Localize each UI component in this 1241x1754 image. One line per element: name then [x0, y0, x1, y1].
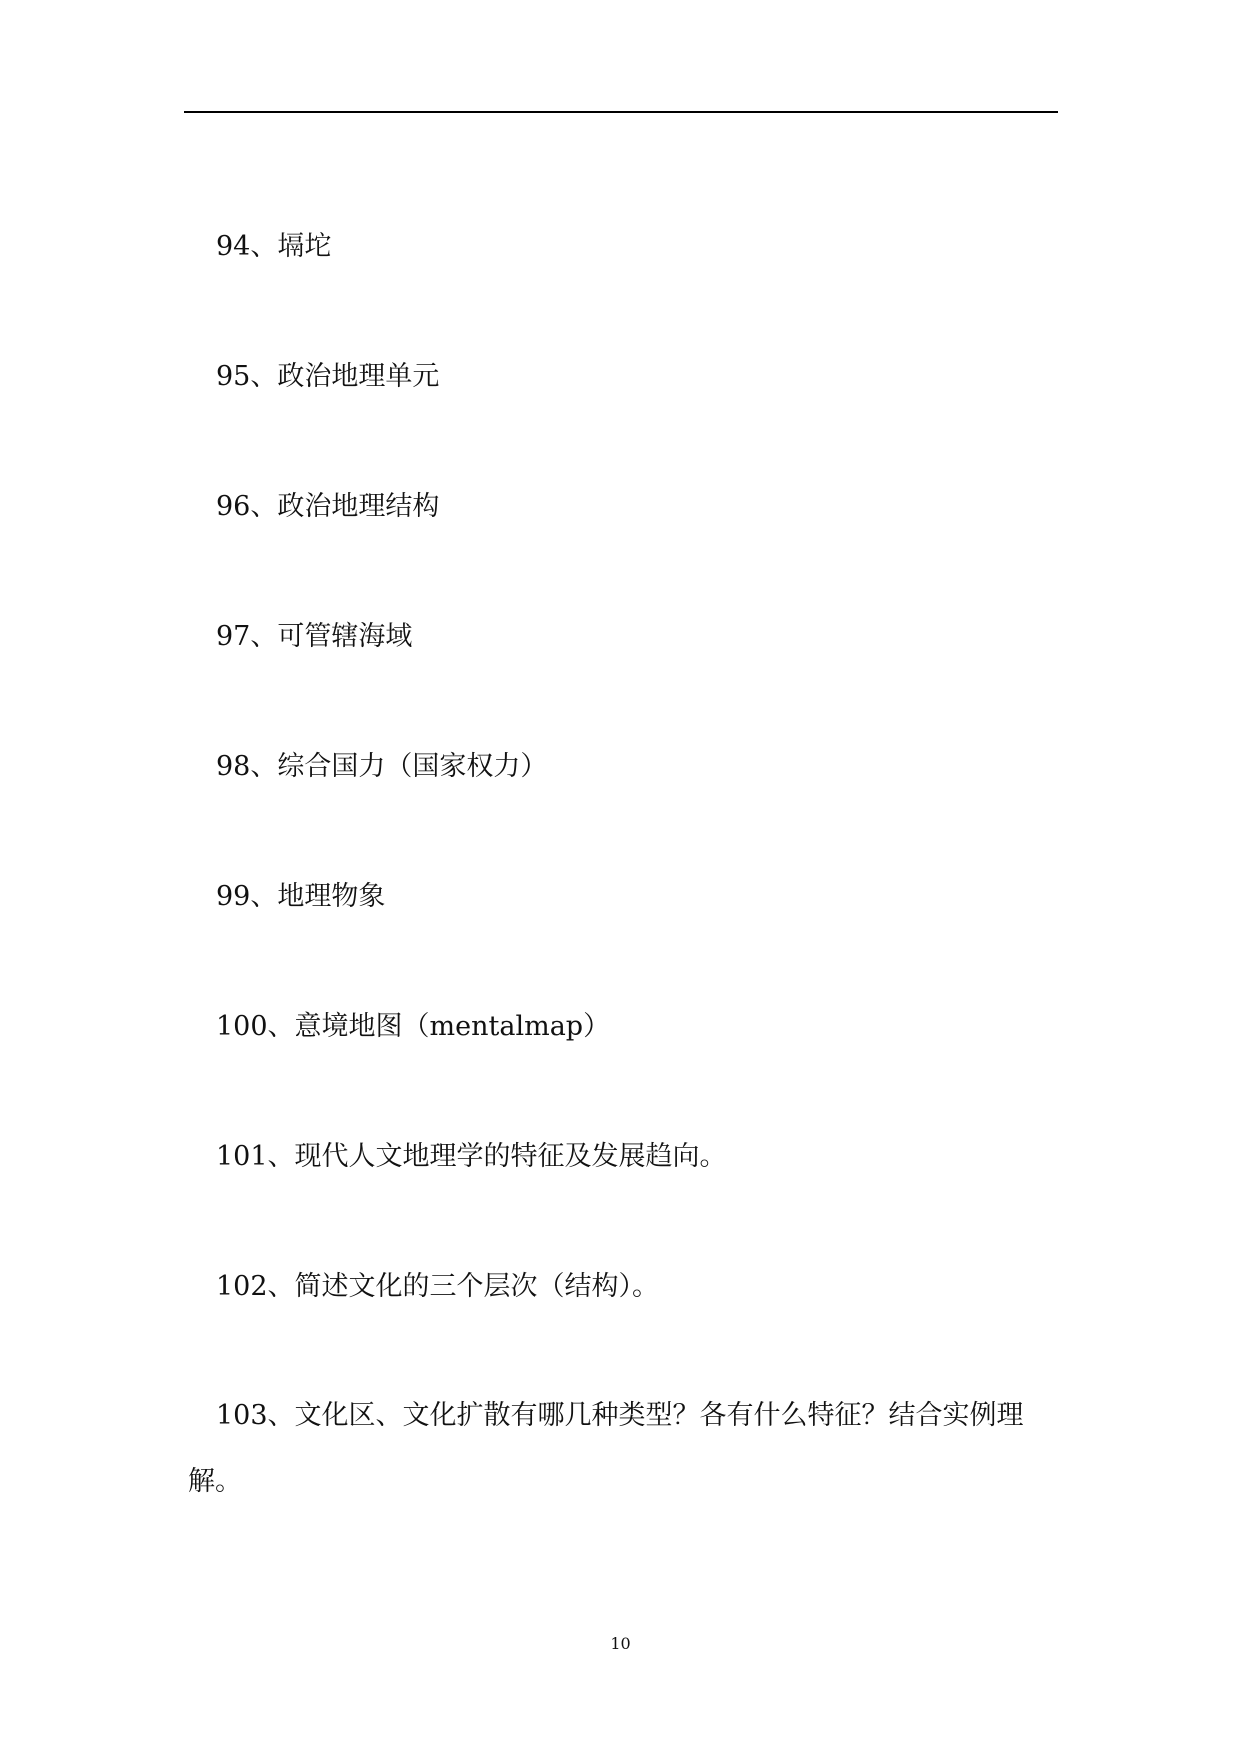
list-item: 96、政治地理结构	[216, 491, 440, 522]
list-item: 102、简述文化的三个层次（结构）。	[216, 1271, 660, 1302]
list-item: 98、综合国力（国家权力）	[216, 751, 548, 782]
list-item: 101、现代人文地理学的特征及发展趋向。	[216, 1141, 727, 1172]
list-item: 94、塥坨	[216, 231, 332, 262]
list-item: 100、意境地图（mentalmap）	[216, 1011, 611, 1042]
page-number: 10	[610, 1634, 631, 1653]
list-item: 99、地理物象	[216, 881, 386, 912]
list-item: 95、政治地理单元	[216, 361, 440, 392]
list-item: 103、文化区、文化扩散有哪几种类型？各有什么特征？结合实例理解。	[188, 1400, 1024, 1497]
header-rule	[184, 111, 1058, 113]
list-item: 97、可管辖海域	[216, 621, 413, 652]
